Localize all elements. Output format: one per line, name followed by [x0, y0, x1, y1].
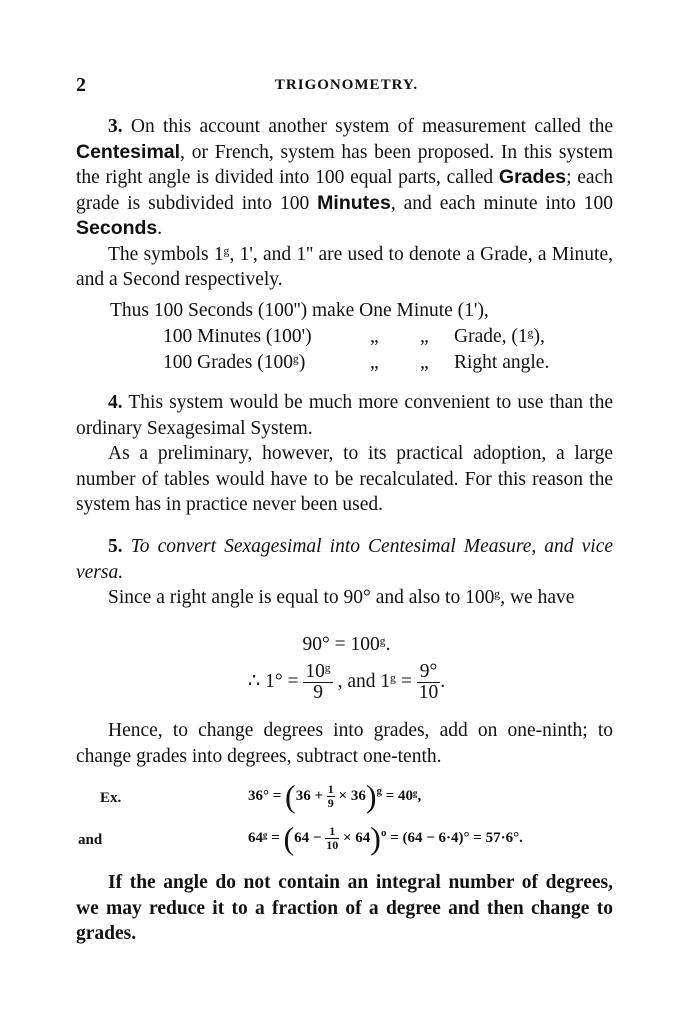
paren: (: [283, 820, 295, 856]
equation-part: = (64 − 6·4)° = 57·6°.: [390, 829, 523, 846]
denominator: 10: [326, 838, 339, 852]
equation-part: × 36: [338, 787, 366, 804]
example-1: [248, 778, 421, 815]
text: , and each minute into 100: [390, 192, 613, 214]
closing-paragraph: [76, 870, 613, 947]
text: Since a right angle is equal to 90° and also to 100ᵍ, we have: [108, 587, 575, 608]
section-number: 5.: [108, 536, 123, 557]
section-title: To convert Sexagesimal into Centesimal Measure, and vice versa.: [76, 536, 614, 583]
table-cell: Thus 100 Seconds (100''): [110, 300, 308, 321]
page-number: 2: [76, 74, 86, 96]
superscript: g: [376, 784, 382, 797]
paragraph-4: [76, 390, 613, 518]
hence-paragraph: [76, 718, 613, 769]
text: If the angle do not contain an integral number of degrees, we may reduce it to a fraction of a degree and then change to grades.: [76, 872, 613, 944]
fraction: [325, 825, 339, 852]
equation-part: , and 1ᵍ =: [337, 670, 412, 692]
equation: 90° = 100ᵍ.: [302, 634, 391, 655]
term-minutes: Minutes: [317, 191, 391, 214]
table-cell: Grade, (1ᵍ),: [454, 326, 545, 347]
paragraph-5: [76, 534, 613, 611]
numerator: 9°: [417, 662, 441, 683]
table-cell: 100 Grades (100ᵍ): [163, 352, 306, 373]
term-grades: Grades: [498, 166, 567, 188]
equation: [0, 662, 693, 703]
text: Hence, to change degrees into grades, add on one-ninth; to change grades into degrees, subtract one-tenth.: [76, 720, 613, 767]
equation-part: 36 +: [295, 787, 324, 804]
text: This system would be much more convenient to use than the ordinary Sexagesimal System.: [76, 392, 613, 439]
text: , or French, system has been proposed. In this system the right angle is divided into 100 equal parts, called: [76, 141, 613, 188]
denominator: 9: [327, 796, 334, 810]
example-2: [248, 820, 523, 857]
table-row: [163, 326, 312, 348]
equation-part: = 40ᵍ,: [385, 787, 422, 804]
running-title: TRIGONOMETRY.: [274, 77, 419, 93]
paren: ): [370, 820, 381, 856]
equation-part: × 64: [342, 829, 371, 846]
text: As a preliminary, however, to its practical adoption, a large number of tables would have to be recalculated. For this reason the system has in practice never been used.: [76, 443, 613, 515]
table-cell: Right angle.: [454, 352, 550, 373]
numerator: 10ᵍ: [305, 661, 331, 682]
equation-part: 64ᵍ =: [248, 829, 280, 846]
example-label: Ex.: [100, 790, 122, 806]
fraction: [303, 662, 332, 703]
denominator: 9: [313, 682, 323, 703]
table-cell: make One Minute (1'),: [312, 300, 489, 321]
ditto-mark: „: [420, 352, 429, 373]
table-cell: 100 Minutes (100'): [163, 326, 312, 347]
paragraph-3: [76, 114, 613, 293]
text: On this account another system of measurement called the: [130, 116, 613, 137]
term-seconds: Seconds: [76, 217, 158, 239]
section-number: 3.: [108, 116, 123, 137]
term-centesimal: Centesimal: [76, 140, 181, 163]
superscript: o: [380, 826, 387, 839]
text: ; each grade is subdivided into 100: [76, 167, 613, 214]
ditto-mark: „: [420, 326, 429, 347]
equation-part: 36° =: [248, 787, 282, 804]
section-number: 4.: [108, 392, 123, 413]
equation-part: 64 −: [294, 829, 322, 846]
paren: (: [285, 778, 296, 814]
ditto-mark: „: [370, 326, 379, 347]
numerator: 1: [325, 825, 339, 839]
fraction: [327, 783, 335, 810]
ditto-mark: „: [370, 352, 379, 373]
text: .: [157, 218, 163, 239]
table-row: [163, 352, 305, 374]
and-label: and: [78, 832, 103, 848]
equation-part: ∴ 1° =: [247, 670, 299, 692]
equation-part: .: [440, 670, 446, 692]
fraction: [417, 662, 441, 703]
symbols-paragraph: The symbols 1ᵍ, 1', and 1'' are used to denote a Grade, a Minute, and a Second respectively.: [76, 243, 613, 290]
denominator: 10: [418, 682, 439, 703]
table-row: [110, 300, 489, 322]
numerator: 1: [327, 782, 334, 796]
paren: ): [365, 778, 377, 814]
